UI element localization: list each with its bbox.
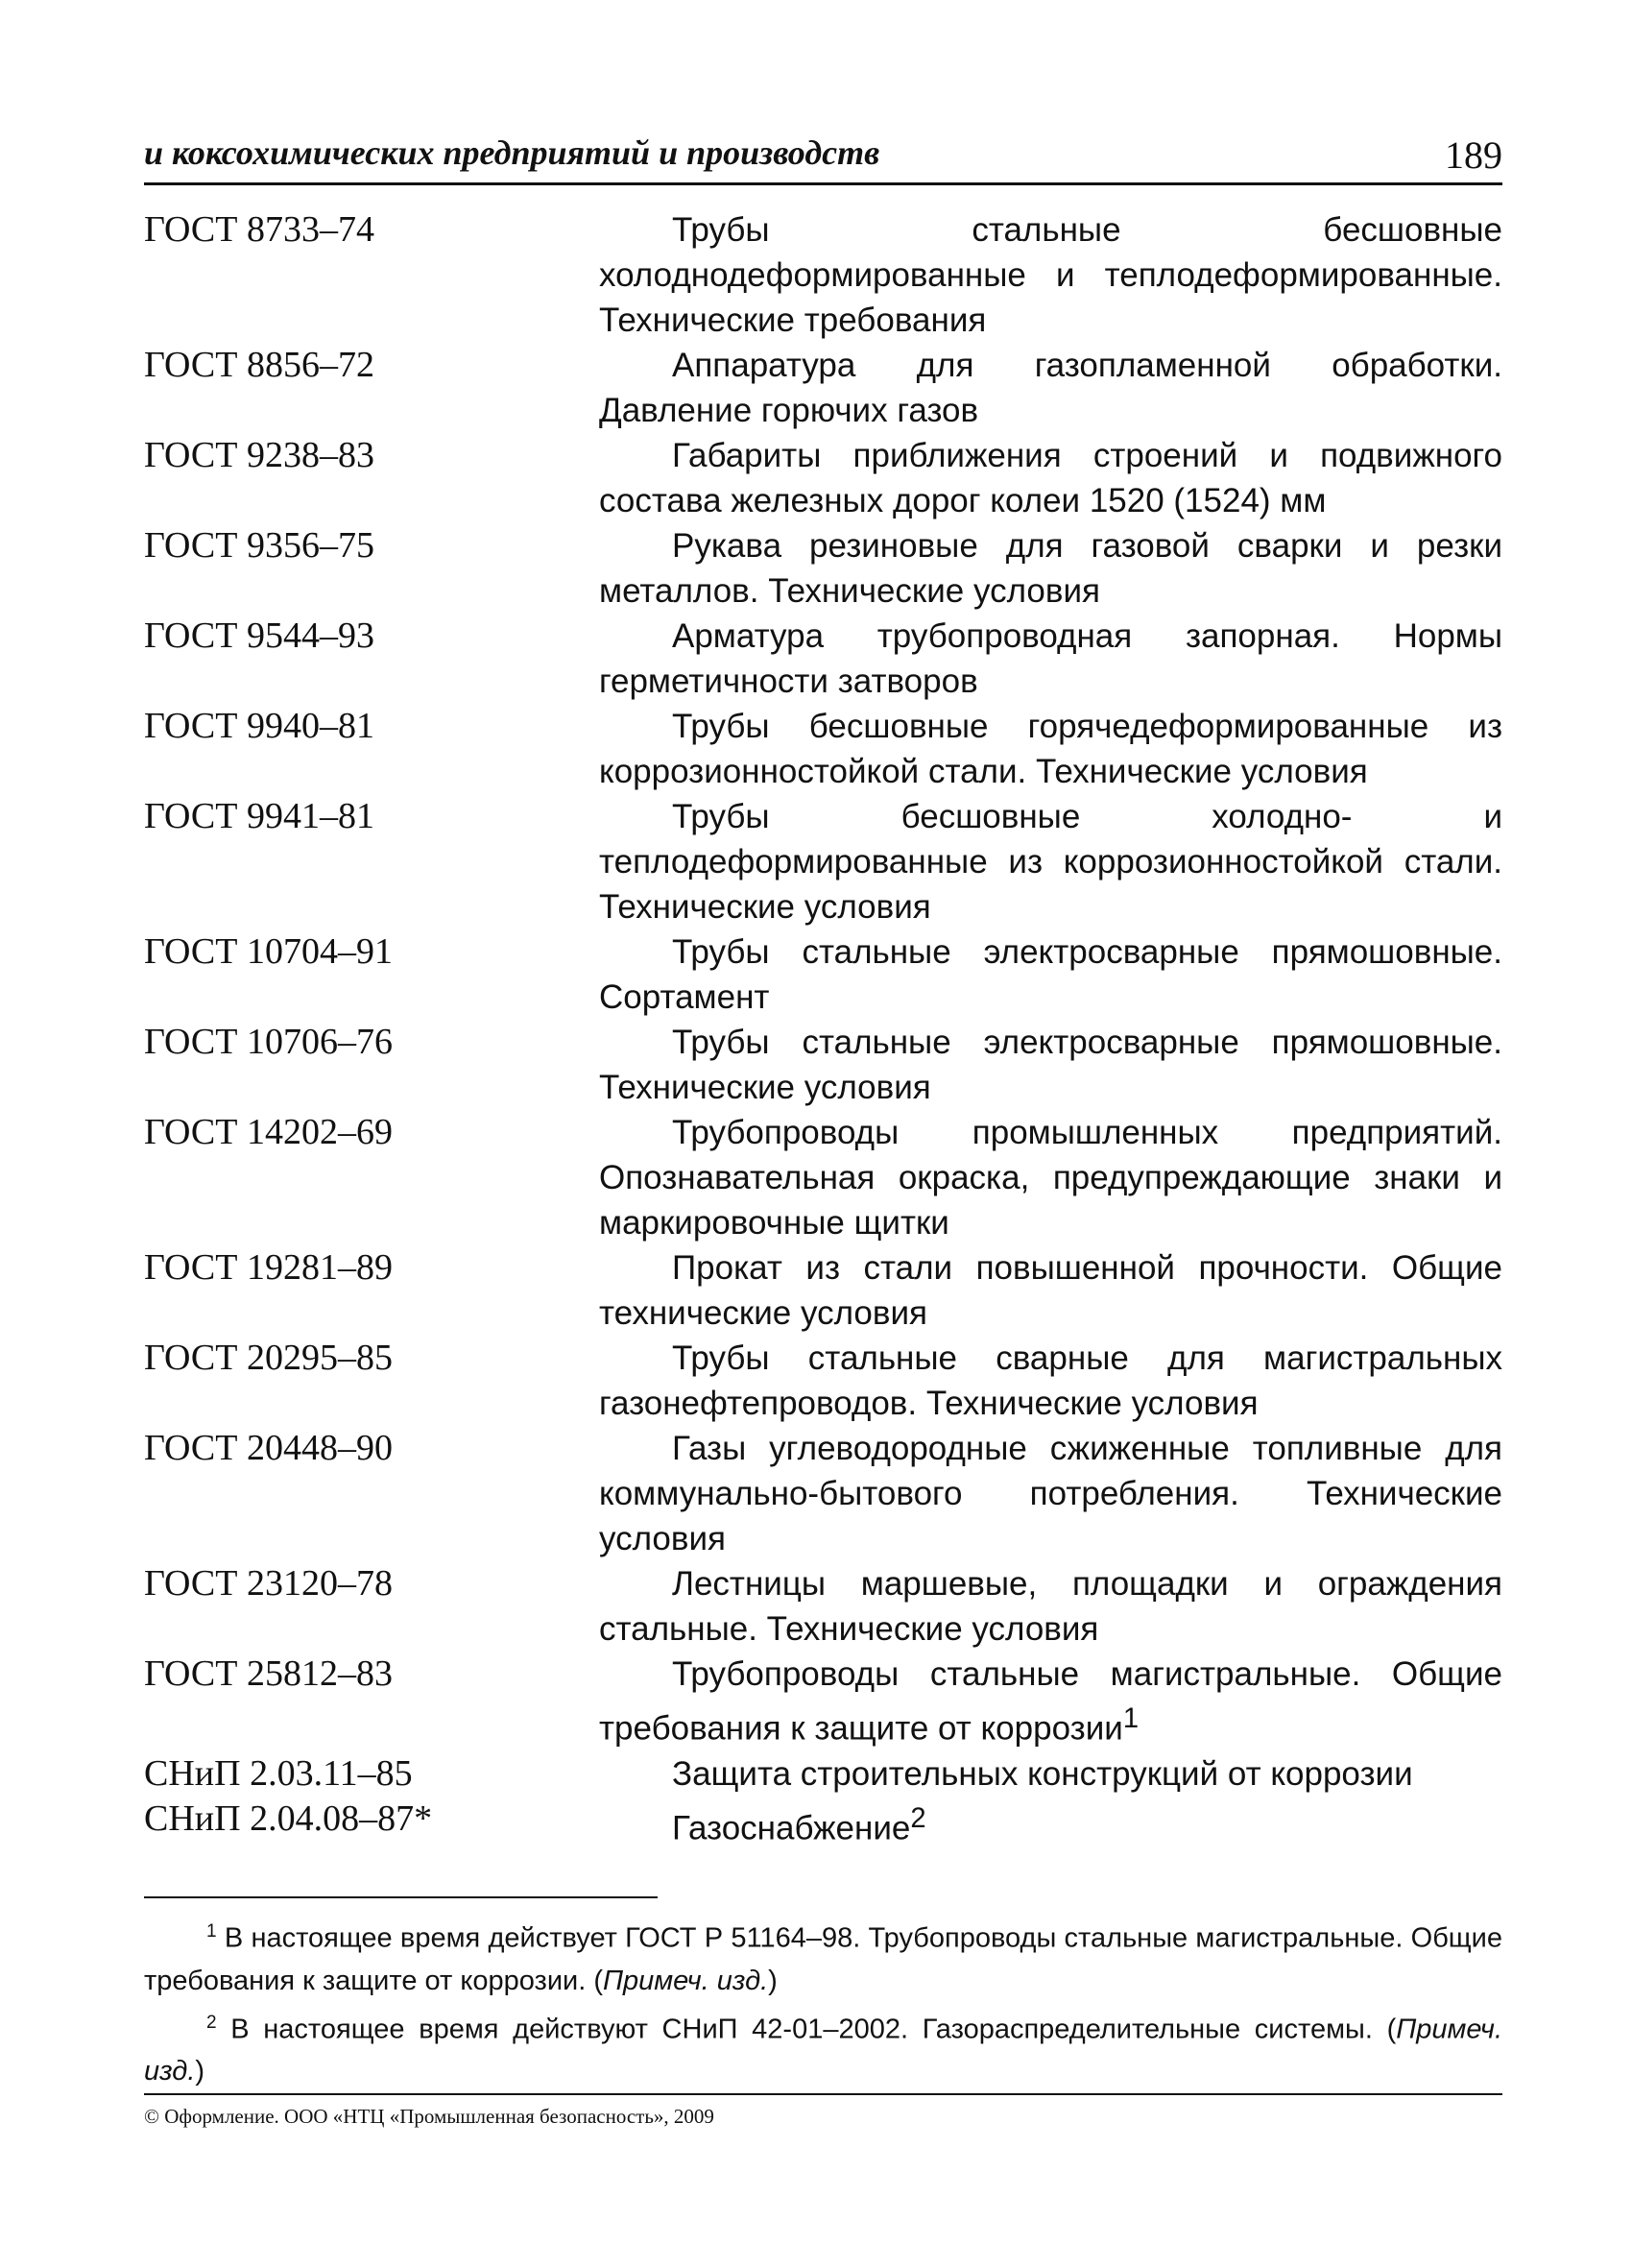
standard-title: Трубы стальные бесшовные холоднодеформированные и теплодеформированные. Технические требования bbox=[599, 211, 1502, 339]
standard-title: Прокат из стали повышенной прочности. Общие технические условия bbox=[599, 1249, 1502, 1332]
reference-entry bbox=[144, 1245, 1502, 1336]
reference-entry bbox=[144, 1561, 1502, 1652]
standard-code: СНиП 2.03.11–85 bbox=[144, 1752, 413, 1794]
standard-code: ГОСТ 9941–81 bbox=[144, 796, 374, 836]
standard-title: Трубы бесшовные холодно- и теплодеформированные из коррозионностойкой стали. Технические условия bbox=[599, 798, 1502, 926]
page-number: 189 bbox=[1445, 133, 1502, 177]
standard-title: Габариты приближения строений и подвижного состава железных дорог колеи 1520 (1524) мм bbox=[599, 437, 1502, 519]
standard-code: ГОСТ 8856–72 bbox=[144, 345, 374, 385]
copyright-notice: © Оформление. ООО «НТЦ «Промышленная безопасность», 2009 bbox=[144, 2105, 714, 2128]
standard-code: ГОСТ 20448–90 bbox=[144, 1428, 393, 1468]
standard-code: ГОСТ 10706–76 bbox=[144, 1022, 393, 1062]
reference-entry bbox=[144, 1426, 1502, 1561]
footnotes bbox=[144, 1911, 1502, 2092]
reference-entry bbox=[144, 523, 1502, 614]
reference-entry bbox=[144, 794, 1502, 929]
standard-title: Трубопроводы стальные магистральные. Общие требования к защите от коррозии$^1$ bbox=[599, 1655, 1502, 1748]
reference-entry bbox=[144, 343, 1502, 433]
reference-entry bbox=[144, 929, 1502, 1020]
standard-code: ГОСТ 9544–93 bbox=[144, 615, 374, 656]
standard-title: Защита строительных конструкций от коррозии bbox=[672, 1754, 1413, 1793]
standard-code: ГОСТ 19281–89 bbox=[144, 1247, 393, 1288]
standard-title: Газы углеводородные сжиженные топливные для коммунально-бытового потребления. Технические условия bbox=[599, 1430, 1502, 1557]
standard-code: ГОСТ 25812–83 bbox=[144, 1653, 393, 1694]
standard-code: ГОСТ 23120–78 bbox=[144, 1563, 393, 1604]
reference-entry bbox=[144, 1020, 1502, 1110]
standard-code: ГОСТ 9356–75 bbox=[144, 525, 374, 566]
standard-title: Газоснабжение$^2$ bbox=[672, 1802, 926, 1847]
standard-title: Лестницы маршевые, площадки и ограждения стальные. Технические условия bbox=[599, 1565, 1502, 1648]
standard-code: ГОСТ 14202–69 bbox=[144, 1112, 393, 1152]
standard-title: Трубы стальные сварные для магистральных газонефтепроводов. Технические условия bbox=[599, 1339, 1502, 1422]
reference-entry bbox=[144, 1652, 1502, 1751]
reference-entry bbox=[144, 433, 1502, 523]
standard-title: Трубы бесшовные горячедеформированные из коррозионностойкой стали. Технические условия bbox=[599, 708, 1502, 790]
standard-code: СНиП 2.04.08–87* bbox=[144, 1798, 433, 1839]
page-header bbox=[144, 133, 1502, 181]
standard-code: ГОСТ 20295–85 bbox=[144, 1338, 393, 1378]
reference-entry bbox=[144, 1110, 1502, 1245]
reference-entry bbox=[144, 1797, 1502, 1851]
standard-title: Арматура трубопроводная запорная. Нормы герметичности затворов bbox=[599, 617, 1502, 700]
reference-entry bbox=[144, 207, 1502, 343]
header-rule bbox=[144, 182, 1502, 185]
standard-code: ГОСТ 10704–91 bbox=[144, 931, 393, 972]
reference-list bbox=[144, 207, 1502, 1850]
reference-entry bbox=[144, 1336, 1502, 1426]
reference-entry bbox=[144, 704, 1502, 794]
footnote: $^1$ В настоящее время действует ГОСТ Р 51164–98. Трубопроводы стальные магистральные. Общие требования к защите от коррозии. (Примеч. изд.) bbox=[144, 1921, 1502, 1996]
standard-code: ГОСТ 9940–81 bbox=[144, 706, 374, 746]
footer-rule bbox=[144, 2093, 1502, 2095]
footnote-mark: 1 bbox=[1122, 1703, 1140, 1734]
reference-entry bbox=[144, 1751, 1502, 1797]
footnote-rule bbox=[144, 1896, 658, 1898]
standard-title: Аппаратура для газопламенной обработки. Давление горючих газов bbox=[599, 347, 1502, 429]
standard-title: Трубы стальные электросварные прямошовные. Технические условия bbox=[599, 1024, 1502, 1106]
standard-title: Рукава резиновые для газовой сварки и резки металлов. Технические условия bbox=[599, 527, 1502, 610]
standard-title: Трубы стальные электросварные прямошовные. Сортамент bbox=[599, 933, 1502, 1016]
standard-code: ГОСТ 9238–83 bbox=[144, 435, 374, 475]
standard-code: ГОСТ 8733–74 bbox=[144, 209, 374, 250]
reference-entry bbox=[144, 614, 1502, 704]
standard-title: Трубопроводы промышленных предприятий. Опознавательная окраска, предупреждающие знаки и маркировочные щитки bbox=[599, 1114, 1502, 1242]
footnote: $^2$ В настоящее время действуют СНиП 42-01–2002. Газораспределительные системы. (Примеч. изд.) bbox=[144, 2012, 1502, 2087]
running-title: и коксохимических предприятий и производств bbox=[144, 133, 880, 172]
footnote-mark: 2 bbox=[910, 1802, 926, 1834]
